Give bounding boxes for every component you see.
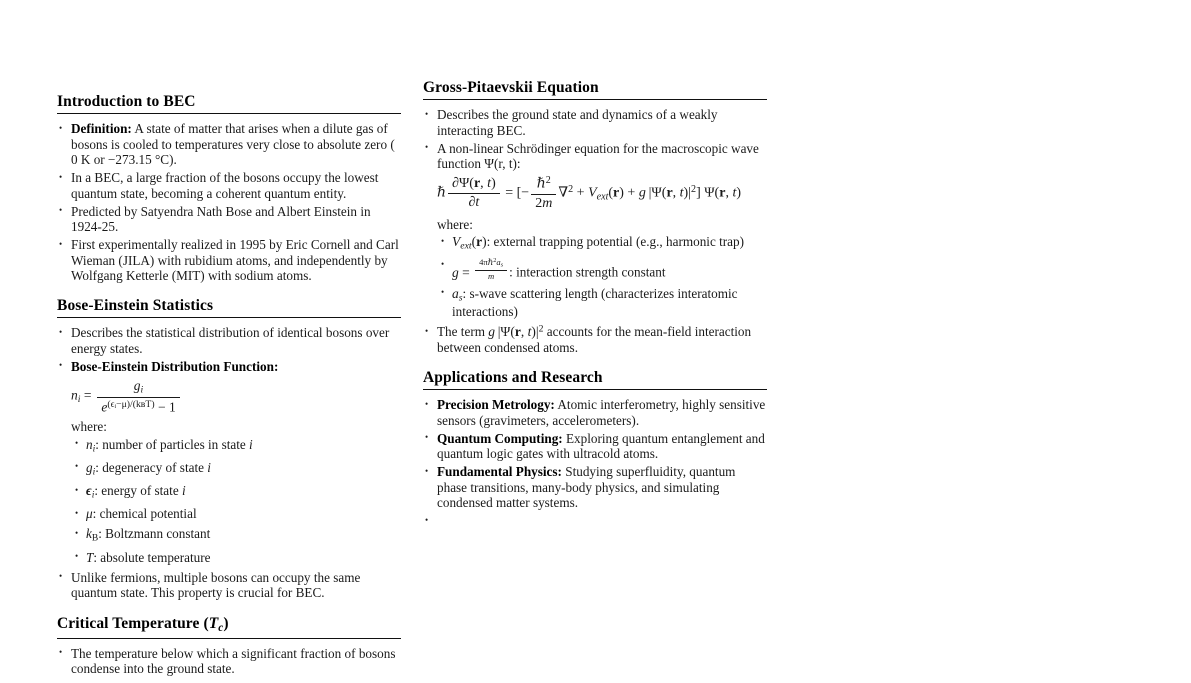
equation-time-derivative [448, 176, 500, 211]
list-item [439, 257, 767, 281]
left-column [57, 92, 401, 683]
section-title-subscript: c [218, 621, 224, 634]
list-item [423, 464, 767, 511]
section-title: Applications and Research [423, 368, 603, 386]
list-item [57, 646, 401, 677]
list-item-text: A non-linear Schrödinger equation for the macroscopic wave function Ψ(r, t): [437, 140, 759, 172]
bullet-list-intro [57, 121, 401, 284]
section-divider [57, 638, 401, 639]
equation-fraction [475, 257, 507, 281]
symbol-description: : s-wave scattering length (characterizes interatomic interactions) [452, 285, 738, 320]
g-constant-formula: g = $\frac{4\pi\hbar^2a_s}{m}$ [452, 265, 509, 280]
list-item-lead: Precision Metrology: [437, 397, 555, 413]
page-title: Introduction to BEC [57, 93, 196, 110]
bullet-list-statistics-closing [57, 570, 401, 601]
symbol-description-italic: i [249, 436, 253, 452]
list-item [439, 286, 767, 320]
list-item [423, 324, 767, 355]
section-title-text: Critical Temperature ( [57, 614, 209, 632]
symbol-subscript: B [91, 534, 99, 545]
sub-bullet-list-symbols [57, 437, 401, 566]
bullet-list-statistics [57, 325, 401, 374]
bullet-list-gp-closing [423, 324, 767, 355]
equation-coupling-symbol: g [638, 185, 646, 201]
symbol: k [86, 526, 92, 542]
equation-denominator: m [488, 270, 495, 281]
list-item [73, 526, 401, 545]
list-item-lead: Fundamental Physics: [437, 464, 562, 480]
list-item-text: First experimentally realized in 1995 by Eric Cornell and Carl Wieman (JILA) with rubidium atoms, and independently by Wolfgang Ketterle (MIT) with sodium atoms. [71, 237, 399, 284]
mean-field-term: g |Ψ(r, $t)|^2$ [488, 324, 544, 340]
list-item [439, 234, 767, 252]
section-divider [57, 317, 401, 318]
list-item-text-prefix: The term [437, 324, 489, 340]
list-item-lead: Definition: [71, 121, 132, 137]
bullet-list-critical-temperature [57, 646, 401, 677]
equation-denominator-tail: − 1 [157, 399, 176, 415]
symbol-description: : energy of state [94, 483, 182, 499]
list-item [57, 325, 401, 356]
list-item [57, 359, 401, 375]
list-item [73, 460, 401, 479]
list-item [73, 550, 401, 566]
equation-bose-einstein-distribution [57, 378, 401, 415]
list-item [57, 121, 401, 168]
equation-lhs-subscript: i [77, 394, 81, 406]
section-critical-temperature [57, 614, 401, 677]
symbol-description: : degeneracy of state [95, 459, 208, 475]
where-label: where: [437, 216, 473, 232]
list-item-text: Studying superfluidity, quantum phase transitions, many-body physics, and simulating condensed matter systems. [437, 464, 736, 511]
sub-bullet-list-gp-symbols [423, 234, 767, 320]
equation-denominator-exponent: (ϵᵢ−μ)/(kʙT) [107, 399, 155, 411]
equation-equals: = [505, 185, 514, 201]
equation-denominator: ∂t [468, 194, 480, 210]
equation-denominator [97, 398, 179, 415]
symbol-description: : external trapping potential (e.g., harmonic trap) [486, 234, 745, 250]
equation-denominator-base: e [101, 399, 108, 415]
symbol-description: : interaction strength constant [509, 264, 666, 280]
section-title [57, 614, 401, 636]
list-item-lead: Quantum Computing: [437, 430, 563, 446]
equation-fraction [97, 378, 179, 415]
symbol-description: : chemical potential [92, 506, 197, 522]
v-ext-symbol: $V_{ext}(r)$ [452, 234, 487, 252]
section-title-close: ) [223, 614, 229, 632]
list-item [57, 170, 401, 201]
list-item-text: Unlike fermions, multiple bosons can occupy the same quantum state. This property is crucial for BEC. [71, 569, 361, 601]
symbol-subscript: i [91, 490, 95, 501]
equation-hbar: ℏ [437, 185, 447, 201]
a-s-symbol: $a_s$ [452, 285, 463, 304]
list-item [57, 570, 401, 601]
section-intro-bec [57, 92, 401, 284]
equation-numerator: ℏ$^2$ [531, 175, 556, 195]
list-item-text: Predicted by Satyendra Nath Bose and Albert Einstein in 1924-25. [71, 203, 371, 235]
list-item [73, 483, 401, 502]
section-title-symbol: T [208, 614, 219, 632]
symbol-description-italic: i [181, 483, 186, 499]
section-title: Bose-Einstein Statistics [57, 296, 214, 314]
equation-gross-pitaevskii: ℏ $\frac{\partial\Psi(r, t)}{\partial t}$ = [− $\frac{\hbar^2}{2m}$ $\nabla^2 + V_{ext}(r) + g$ |Ψ(r, $t)|^2$] Ψ(r, t) [437, 174, 741, 211]
symbol-description: : absolute temperature [93, 549, 211, 565]
list-item [57, 237, 401, 284]
list-item-text: The temperature below which a significant fraction of bosons condense into the ground state. [71, 645, 396, 677]
equation-numerator-symbol: g [133, 378, 141, 394]
symbol: n [86, 436, 93, 452]
list-item [423, 431, 767, 462]
list-item [423, 107, 767, 138]
section-applications-research [423, 368, 767, 524]
list-item [423, 397, 767, 428]
symbol-description: : number of particles in state [95, 436, 250, 452]
section-bose-einstein-statistics [57, 296, 401, 601]
bullet-list-applications [423, 397, 767, 524]
list-item [73, 506, 401, 522]
list-item-text: A state of matter that arises when a dilute gas of bosons is cooled to temperatures very close to absolute zero ( 0 K or −273.15 °C). [71, 121, 395, 168]
equation-potential-symbol: V [588, 185, 597, 201]
list-item [73, 437, 401, 456]
symbol-subscript: i [92, 444, 96, 455]
list-item-text: Atomic interferometry, highly sensitive sensors (gravimeters, accelerometers). [437, 397, 766, 428]
symbol: g [86, 459, 93, 475]
equation-denominator: 2m [535, 195, 553, 211]
list-item-lead: Bose-Einstein Distribution Function: [71, 358, 279, 374]
equation-equals: = [83, 387, 92, 403]
list-item [57, 204, 401, 235]
list-item [423, 513, 767, 524]
right-column [423, 78, 767, 530]
section-gross-pitaevskii [423, 78, 767, 356]
equation-numerator: ∂Ψ(r, t) [448, 176, 500, 194]
where-label: where: [71, 419, 107, 435]
symbol: ϵ [86, 483, 92, 499]
section-title: Gross-Pitaevskii Equation [423, 79, 599, 96]
symbol-description: : Boltzmann constant [98, 526, 211, 542]
section-divider [57, 113, 401, 114]
list-item-text: Describes the ground state and dynamics of a weakly interacting BEC. [437, 107, 718, 138]
equation-kinetic-prefactor [531, 175, 556, 212]
symbol-description-italic: i [207, 459, 211, 475]
list-item-text-suffix: accounts for the mean-field interaction between condensed atoms. [437, 324, 752, 356]
bullet-list-gp [423, 107, 767, 172]
section-divider [423, 99, 767, 100]
section-divider [423, 389, 767, 390]
symbol: μ [86, 506, 93, 522]
list-item-text: Describes the statistical distribution of identical bosons over energy states. [71, 325, 390, 356]
symbol-subscript: i [92, 467, 96, 478]
equation-numerator: $4\pi\hbar^2a_s$ [475, 257, 507, 271]
list-item-text: Exploring quantum entanglement and quantum logic gates with ultracold atoms. [437, 430, 765, 462]
equation-lhs: n [71, 387, 78, 403]
list-item-text: In a BEC, a large fraction of the bosons occupy the lowest quantum state, becoming a coherent quantum entity. [71, 170, 379, 201]
list-item [423, 141, 767, 172]
symbol: T [86, 549, 94, 565]
equation-numerator-subscript: i [140, 384, 144, 396]
equation-numerator [97, 378, 179, 398]
